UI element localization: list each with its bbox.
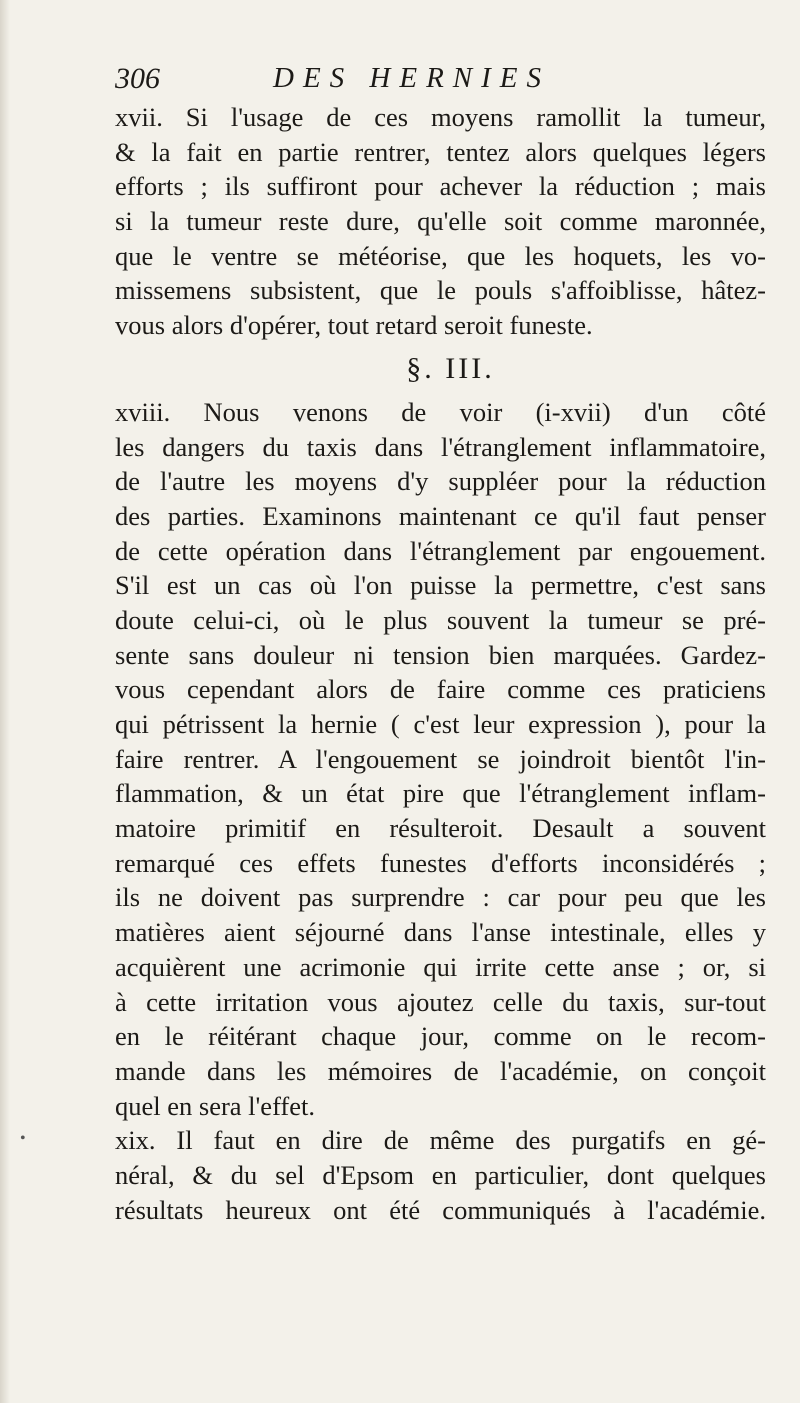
text-line: vous alors d'opérer, tout retard seroit funeste.	[115, 310, 593, 341]
text-line: des parties. Examinons maintenant ce qu'il faut penser	[115, 500, 766, 531]
text-line: S'il est un cas où l'on puisse la permettre, c'est sans	[115, 570, 766, 601]
text-line: missemens subsistent, que le pouls s'affoiblisse, hâtez-	[115, 275, 766, 306]
margin-dot: •	[20, 1130, 26, 1147]
text-line: que le ventre se météorise, que les hoquets, les vo-	[115, 240, 766, 271]
text-line: de cette opération dans l'étranglement par engouement.	[115, 535, 766, 566]
text-line: doute celui-ci, où le plus souvent la tumeur se pré-	[115, 604, 766, 635]
running-head: DES HERNIES	[273, 62, 550, 94]
text-line: vous cependant alors de faire comme ces praticiens	[115, 674, 766, 705]
paragraph-xvii	[115, 100, 766, 343]
text-line: les dangers du taxis dans l'étranglement inflammatoire,	[115, 431, 766, 462]
text-line: xviii. Nous venons de voir (i-xvii) d'un côté	[115, 396, 766, 427]
page-header	[115, 62, 770, 98]
text-line: néral, & du sel d'Epsom en particulier, dont quelques	[115, 1159, 766, 1190]
text-line: de l'autre les moyens d'y suppléer pour la réduction	[115, 466, 766, 497]
paragraph-xix	[115, 1123, 766, 1227]
text-line: xix. Il faut en dire de même des purgatifs en gé-	[115, 1125, 766, 1156]
text-line: faire rentrer. A l'engouement se joindroit bientôt l'in-	[115, 743, 766, 774]
text-line: qui pétrissent la hernie ( c'est leur expression ), pour la	[115, 709, 766, 739]
text-line: résultats heureux ont été communiqués à l'académie.	[115, 1194, 766, 1225]
text-line: efforts ; ils suffiront pour achever la réduction ; mais	[115, 171, 766, 202]
text-line: mande dans les mémoires de l'académie, on conçoit	[115, 1055, 766, 1086]
page-number: 306	[115, 62, 160, 95]
text-line: quel en sera l'effet.	[115, 1090, 315, 1121]
section-title: §. III.	[406, 351, 495, 385]
text-line: acquièrent une acrimonie qui irrite cette anse ; or, si	[115, 951, 766, 982]
text-line: à cette irritation vous ajoutez celle du taxis, sur-tout	[115, 986, 766, 1017]
text-line: remarqué ces effets funestes d'efforts inconsidérés ;	[115, 847, 766, 878]
text-line: xvii. Si l'usage de ces moyens ramollit la tumeur,	[115, 102, 766, 132]
body-text	[115, 100, 766, 1227]
text-line: sente sans douleur ni tension bien marquées. Gardez-	[115, 639, 766, 670]
text-line: matières aient séjourné dans l'anse intestinale, elles y	[115, 917, 766, 948]
text-line: si la tumeur reste dure, qu'elle soit comme maronnée,	[115, 206, 766, 237]
text-line: & la fait en partie rentrer, tentez alors quelques légers	[115, 136, 766, 167]
text-line: matoire primitif en résulteroit. Desault a souvent	[115, 813, 766, 844]
text-line: en le réitérant chaque jour, comme on le recom-	[115, 1021, 766, 1052]
text-line: ils ne doivent pas surprendre : car pour peu que les	[115, 882, 766, 913]
text-line: flammation, & un état pire que l'étranglement inflam-	[115, 778, 766, 809]
paragraph-xviii	[115, 395, 766, 1123]
